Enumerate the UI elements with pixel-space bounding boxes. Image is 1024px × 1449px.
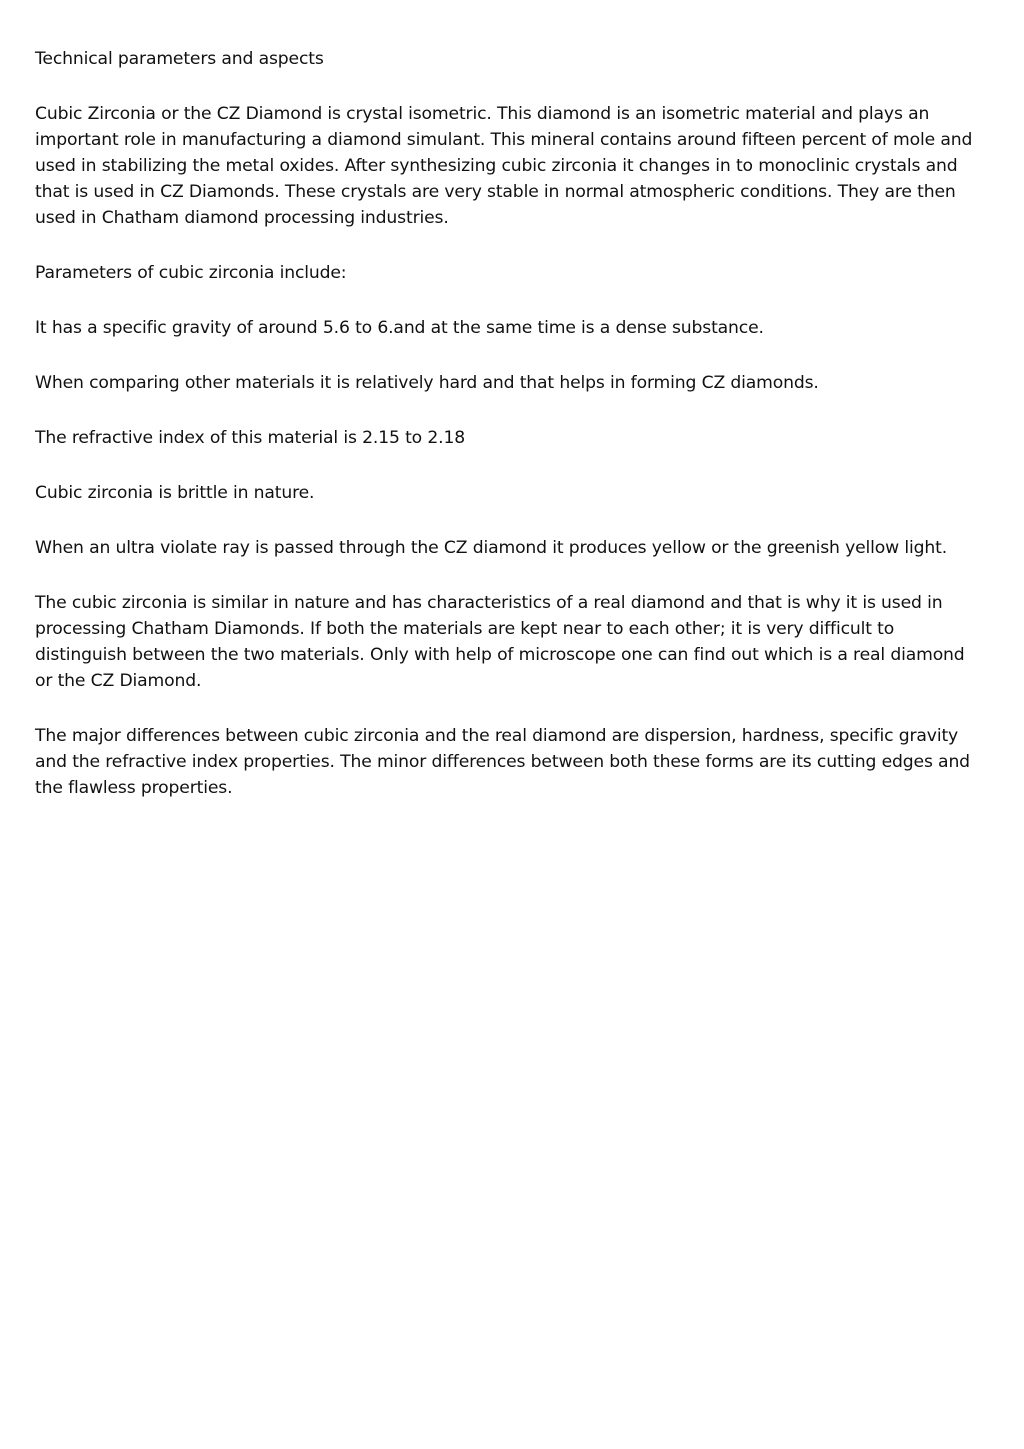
paragraph-hardness: When comparing other materials it is relatively hard and that helps in forming CZ diamonds. [35, 373, 819, 393]
document-body [35, 46, 985, 830]
paragraph-brittleness: Cubic zirconia is brittle in nature. [35, 483, 315, 503]
paragraph-cz-overview: Cubic Zirconia or the CZ Diamond is crystal isometric. This diamond is an isometric material and plays an important role in manufacturing a diamond simulant. This mineral contains around fifteen percent of mole and used in stabilizing the metal oxides. After synthesizing cubic zirconia it changes in to monoclinic crystals and that is used in CZ Diamonds. These crystals are very stable in normal atmospheric conditions. They are then used in Chatham diamond processing industries. [35, 104, 973, 228]
paragraph-refractive-index: The refractive index of this material is 2.15 to 2.18 [35, 428, 466, 448]
paragraph-parameters-intro: Parameters of cubic zirconia include: [35, 263, 347, 283]
paragraph-specific-gravity: It has a specific gravity of around 5.6 to 6.and at the same time is a dense substance. [35, 318, 764, 338]
paragraph-similarity: The cubic zirconia is similar in nature and has characteristics of a real diamond and that is why it is used in processing Chatham Diamonds. If both the materials are kept near to each other; it is very difficult to distinguish between the two materials. Only with help of microscope one can find out which is a real diamond or the CZ Diamond. [35, 593, 965, 691]
paragraph-differences: The major differences between cubic zirconia and the real diamond are dispersion, hardness, specific gravity and the refractive index properties. The minor differences between both these forms are its cutting edges and the flawless properties. [35, 726, 970, 798]
paragraph-ultraviolet: When an ultra violate ray is passed through the CZ diamond it produces yellow or the greenish yellow light. [35, 538, 948, 558]
document-heading: Technical parameters and aspects [35, 49, 324, 69]
